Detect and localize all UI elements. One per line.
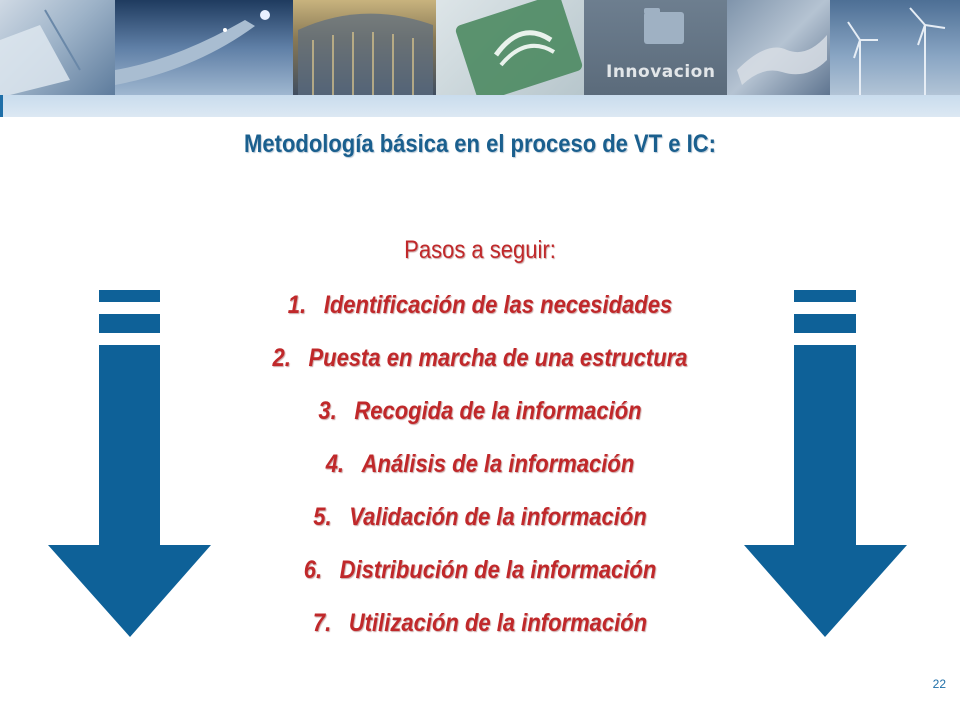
step-text: Distribución de la información	[339, 556, 657, 584]
handshake-icon	[727, 0, 830, 95]
banner-strip	[0, 95, 960, 117]
wind-turbine-icon	[830, 0, 960, 95]
step-text: Utilización de la información	[348, 609, 648, 637]
header-banner	[0, 0, 960, 95]
list-item	[58, 502, 903, 555]
banner-photo-airplane	[115, 0, 293, 95]
list-item	[58, 396, 903, 449]
step-number: 6.	[303, 556, 323, 584]
paper-sketch-icon	[0, 0, 115, 95]
step-number: 2.	[272, 344, 291, 372]
list-item	[58, 343, 903, 396]
list-item	[58, 449, 903, 502]
banner-photo-handshake	[727, 0, 830, 95]
steps-list	[0, 290, 960, 661]
building-icon	[293, 0, 436, 95]
airplane-icon	[115, 0, 293, 95]
step-text: Puesta en marcha de una estructura	[308, 344, 688, 372]
banner-photo-junta-logo	[436, 0, 584, 95]
banner-photo-innovacion	[584, 0, 727, 95]
step-number: 3.	[318, 397, 337, 425]
banner-photo-office	[0, 0, 115, 95]
step-text: Análisis de la información	[361, 450, 635, 478]
list-item	[58, 555, 903, 608]
step-text: Validación de la información	[349, 503, 647, 531]
step-number: 5.	[313, 503, 332, 531]
step-number: 4.	[325, 450, 345, 478]
list-item	[58, 290, 903, 343]
banner-photo-wind-turbines	[830, 0, 960, 95]
step-text: Identificación de las necesidades	[323, 291, 673, 319]
slide-title: Metodología básica en el proceso de VT e IC:	[244, 130, 716, 158]
step-text: Recogida de la información	[354, 397, 642, 425]
innovacion-label: Innovacion	[606, 62, 716, 82]
banner-left-edge	[0, 95, 3, 117]
junta-de-andalucia-logo-icon	[436, 0, 584, 95]
page-number: 22	[932, 677, 946, 691]
step-number: 1.	[287, 291, 307, 319]
list-item	[58, 608, 903, 661]
steps-heading: Pasos a seguir:	[404, 236, 556, 264]
banner-photo-building	[293, 0, 436, 95]
step-number: 7.	[312, 609, 332, 637]
